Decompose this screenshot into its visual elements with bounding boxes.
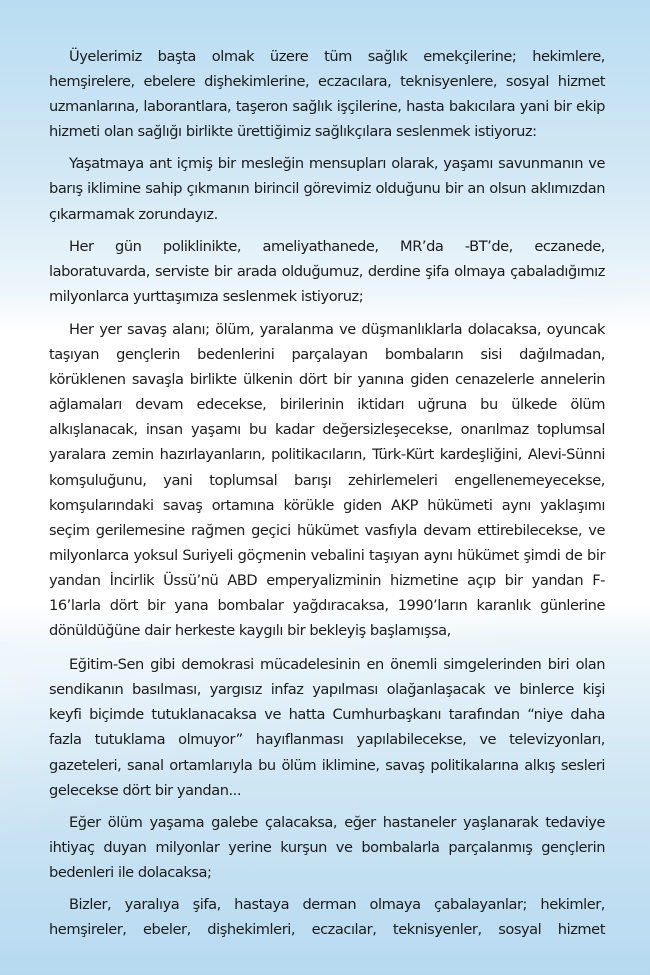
paragraph-profession-duty: Yaşatmaya ant içmiş bir mesleğin mensupları olarak, yaşamı savunmanın ve barış iklimine sahip çıkmanın birincil görevimiz olduğunu bir an olsun aklımızdan çıkarmamak zorundayız.	[49, 155, 605, 223]
paragraph-egitim-sen: Eğitim-Sen gibi demokrasi mücadelesinin en önemli simgelerinden biri olan sendikanın basılması, yargısız infaz yapılması olağanlaşacak ve binlerce kişi keyfi biçimde tutuklanacaksa ve hatta Cumhurbaşkanı tarafından “niye daha fazla tutuklama olmuyor” hayıflanması yapılabilecekse, ve televizyonları, gazeteleri, sanal ortamlarıyla bu ölüm iklimine, savaş politikalarına alkış sesleri gelecekse dört bir yandan...	[49, 656, 605, 799]
paragraph-hospitals: Eğer ölüm yaşama galebe çalacaksa, eğer hastaneler yaşlanarak tedaviye ihtiyaç duyan milyonlar yerine kurşun ve bombalarla parçalanmış gençlerin bedenleri ile dolacaksa;	[49, 813, 605, 881]
document-body	[49, 44, 605, 949]
paragraph-war-conditions: Her yer savaş alanı; ölüm, yaralanma ve düşmanlıklarla dolacaksa, oyuncak taşıyan gençlerin bedenlerini parçalayan bombaların sisi dağılmadan, körüklenen savaşla birlikte ülkenin dört bir yanına giden cenazelerle annelerin ağlamaları devam edecekse, birilerinin iktidarı uğruna bu ülkede ölüm alkışlanacak, insan yaşamı bu kadar değersizleşecekse, onarılmaz toplumsal yaralara zemin hazırlayanların, politikacıların, Türk-Kürt kardeşliğini, Alevi-Sünni komşuluğunu, yani toplumsal barışı zehirlemeleri engellenemeyecekse, komşularındaki savaş ortamına körükle giden AKP hükümeti aynı yaklaşımı seçim gerilemesine rağmen geçici hükümet vasfıyla devam ettirebilecekse, ve milyonlarca yoksul Suriyeli göçmenin vebalini taşıyan aynı hükümet şimdi de bir yandan İncirlik Üssü’nü ABD emperyalizminin hizmetine açıp bir yandan F-16’larla dört bir yana bombalar yağdıracaksa, 1990’ların karanlık günlerine dönüldüğüne dair herkeste kaygılı bir bekleyiş başlamışsa,	[49, 320, 605, 640]
paragraph-address-health-workers: Üyelerimiz başta olmak üzere tüm sağlık emekçilerine; hekimlere, hemşirelere, ebelere dişhekimlerine, eczacılara, teknisyenlere, sosyal hizmet uzmanlarına, laborantlara, taşeron sağlık işçilerine, hasta bakıcılara yani bir ekip hizmeti olan sağlığı birlikte ürettiğimiz sağlıkçılara seslenmek istiyoruz:	[49, 48, 605, 141]
paragraph-address-citizens: Her gün poliklinikte, ameliyathanede, MR’da -BT’de, eczanede, laboratuvarda, serviste bir arada olduğumuz, derdine şifa olmaya çabaladığımız milyonlarca yurttaşımıza seslenmek istiyoruz;	[49, 237, 605, 305]
paragraph-bizler: Bizler, yaralıya şifa, hastaya derman olmaya çabalayanlar; hekimler, hemşireler, ebeler, dişhekimleri, eczacılar, teknisyenler, sosyal hizmet	[49, 896, 605, 939]
